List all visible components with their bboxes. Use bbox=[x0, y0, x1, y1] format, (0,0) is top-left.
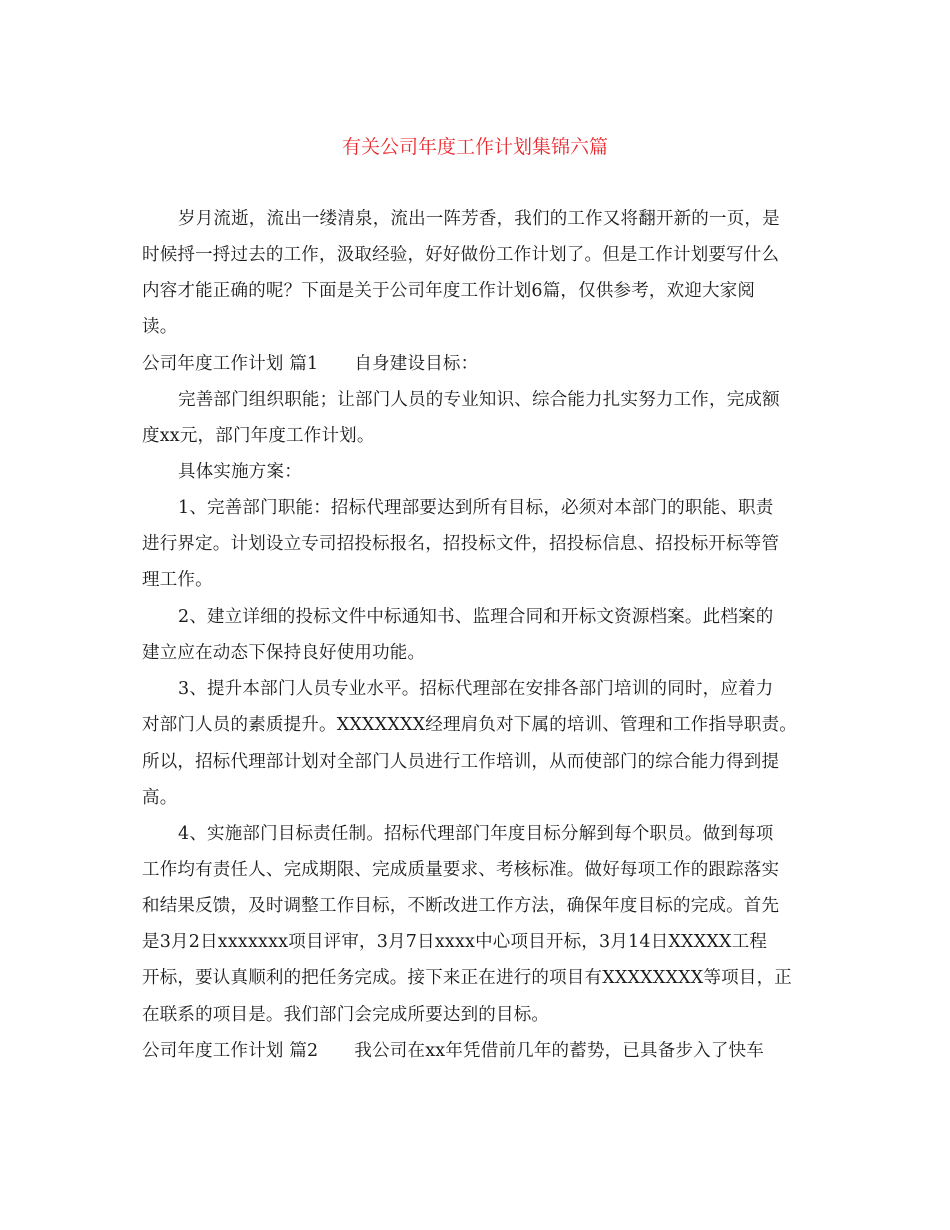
intro-line-4: 读。 bbox=[142, 317, 178, 337]
item-4-line-3: 和结果反馈，及时调整工作目标，不断改进工作方法，确保年度目标的完成。首先 bbox=[142, 896, 780, 916]
item-1-line-1: 1、完善部门职能：招标代理部要达到所有目标，必须对本部门的职能、职责 bbox=[178, 498, 774, 518]
intro-line-3: 内容才能正确的呢？下面是关于公司年度工作计划6篇，仅供参考，欢迎大家阅 bbox=[142, 281, 756, 301]
item-1-line-2: 进行界定。计划设立专司招投标报名，招投标文件，招投标信息、招投标开标等管 bbox=[142, 534, 780, 554]
item-4-line-1: 4、实施部门目标责任制。招标代理部门年度目标分解到每个职员。做到每项 bbox=[178, 824, 774, 844]
item-3-line-1: 3、提升本部门人员专业水平。招标代理部在安排各部门培训的同时，应着力 bbox=[178, 679, 774, 699]
section-1-heading: 公司年度工作计划 篇1 bbox=[142, 354, 319, 374]
item-1-line-3: 理工作。 bbox=[142, 570, 213, 590]
section-2-heading: 公司年度工作计划 篇2 bbox=[142, 1041, 319, 1061]
section-2-heading-line bbox=[142, 1039, 764, 1063]
item-3-line-2: 对部门人员的素质提升。XXXXXXX经理肩负对下属的培训、管理和工作指导职责。 bbox=[142, 715, 798, 735]
item-4-line-2: 工作均有责任人、完成期限、完成质量要求、考核标准。做好每项工作的跟踪落实 bbox=[142, 860, 780, 880]
plan-heading: 具体实施方案： bbox=[178, 462, 302, 482]
section-2-heading-text: 我公司在xx年凭借前几年的蓄势，已具备步入了快车 bbox=[354, 1041, 764, 1061]
item-3-line-4: 高。 bbox=[142, 788, 178, 808]
section-1-para-line-2: 度xx元，部门年度工作计划。 bbox=[142, 426, 375, 446]
item-4-line-5: 开标，要认真顺利的把任务完成。接下来正在进行的项目有XXXXXXXX等项目，正 bbox=[142, 968, 792, 988]
item-4-line-4: 是3月2日xxxxxxx项目评审，3月7日xxxx中心项目开标，3月14日XXXXX工程 bbox=[142, 932, 768, 952]
intro-line-1: 岁月流逝，流出一缕清泉，流出一阵芳香，我们的工作又将翻开新的一页，是 bbox=[178, 209, 780, 229]
section-1-para-line-1: 完善部门组织职能；让部门人员的专业知识、综合能力扎实努力工作，完成额 bbox=[178, 390, 780, 410]
intro-line-2: 时候捋一捋过去的工作，汲取经验，好好做份工作计划了。但是工作计划要写什么 bbox=[142, 245, 780, 265]
item-2-line-1: 2、建立详细的投标文件中标通知书、监理合同和开标文资源档案。此档案的 bbox=[178, 607, 774, 627]
section-1-heading-line bbox=[142, 352, 478, 376]
item-2-line-2: 建立应在动态下保持良好使用功能。 bbox=[142, 643, 426, 663]
document-title: 有关公司年度工作计划集锦六篇 bbox=[341, 136, 608, 158]
item-3-line-3: 所以，招标代理部计划对全部门人员进行工作培训，从而使部门的综合能力得到提 bbox=[142, 752, 780, 772]
section-1-heading-text: 自身建设目标： bbox=[354, 354, 479, 374]
item-4-line-6: 在联系的项目是。我们部门会完成所要达到的目标。 bbox=[142, 1005, 550, 1025]
